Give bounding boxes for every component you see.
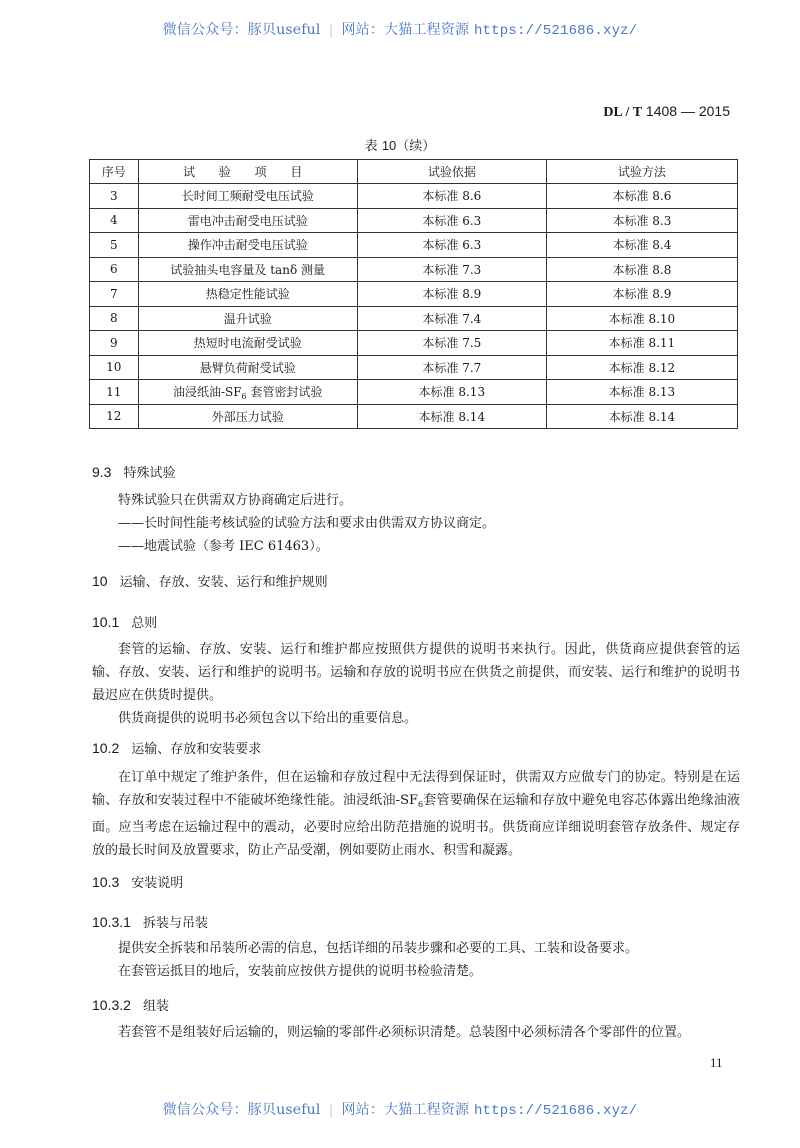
heading-10: [92, 571, 328, 590]
cell-basis: 本标准 7.7: [357, 355, 546, 380]
cell-item: 悬臂负荷耐受试验: [138, 355, 357, 380]
heading-10-3-2: [92, 995, 169, 1014]
heading-10-3: [92, 872, 183, 891]
col-header-no: 序号: [90, 160, 139, 184]
cell-method: 本标准 8.4: [546, 233, 737, 258]
cell-item: 试验抽头电容量及 tanδ 测量: [138, 257, 357, 282]
cell-no: 11: [90, 380, 139, 405]
heading-number: 10.3.1: [92, 914, 131, 930]
watermark-url: https://521686.xyz/: [473, 1103, 638, 1119]
cell-item: 操作冲击耐受电压试验: [138, 233, 357, 258]
watermark-wechat: 微信公众号：豚贝useful: [162, 22, 321, 38]
heading-number: 10.1: [92, 614, 120, 630]
watermark-site-label: 网站：大猫工程资源: [341, 1102, 470, 1118]
cell-basis: 本标准 6.3: [357, 208, 546, 233]
cell-basis: 本标准 8.14: [357, 404, 546, 429]
dash-item: ——地震试验（参考 IEC 61463）。: [118, 539, 329, 554]
heading-9-3: [92, 462, 175, 481]
table-row: [90, 233, 738, 258]
paragraph-text: 套管要确保在运输和存放中避免电容芯体露出绝缘油液面。应当考虑在运输过程中的震动，必要时应给出防范措施的说明书。供货商应详细说明套管存放条件、规定存放的最长时间及放置要求，防止产品受潮，例如要防止雨水、积雪和凝露。: [92, 793, 740, 858]
heading-number: 10.2: [92, 740, 120, 756]
table-row: [90, 282, 738, 307]
page-number: 11: [710, 1055, 723, 1070]
cell-item: 热稳定性能试验: [138, 282, 357, 307]
cell-basis: 本标准 8.9: [357, 282, 546, 307]
table-row: [90, 380, 738, 405]
cell-basis: 本标准 8.13: [357, 380, 546, 405]
cell-item: 雷电冲击耐受电压试验: [138, 208, 357, 233]
heading-title: 特殊试验: [123, 466, 176, 481]
paragraph: 若套管不是组装好后运输的，则运输的零部件必须标识清楚。总装图中必须标清各个零部件的位置。: [118, 1025, 691, 1040]
heading-10-3-1: [92, 912, 208, 931]
cell-method: 本标准 8.13: [546, 380, 737, 405]
table-row: [90, 306, 738, 331]
table-row: [90, 331, 738, 356]
heading-title: 安装说明: [131, 876, 184, 891]
cell-basis: 本标准 8.6: [357, 184, 546, 209]
cell-item: 热短时电流耐受试验: [138, 331, 357, 356]
cell-method: 本标准 8.3: [546, 208, 737, 233]
table-header-row: [90, 160, 738, 184]
cell-item: 外部压力试验: [138, 404, 357, 429]
table-row: [90, 184, 738, 209]
watermark-separator: |: [328, 22, 334, 38]
cell-method: 本标准 8.10: [546, 306, 737, 331]
heading-10-2: [92, 738, 261, 757]
table-row: [90, 208, 738, 233]
paragraph: 提供安全拆装和吊装所必需的信息，包括详细的吊装步骤和必要的工具、工装和设备要求。: [118, 941, 639, 956]
subscript: 6: [241, 391, 247, 401]
watermark-bottom: [0, 1099, 800, 1119]
standard-number: 1408 — 2015: [645, 103, 730, 119]
section-9-3-body: [92, 489, 740, 558]
cell-no: 5: [90, 233, 139, 258]
paragraph: [92, 766, 740, 862]
cell-basis: 本标准 7.4: [357, 306, 546, 331]
table-row: [90, 257, 738, 282]
heading-title: 运输、存放、安装、运行和维护规则: [119, 575, 328, 590]
watermark-wechat: 微信公众号：豚贝useful: [162, 1102, 321, 1118]
watermark-top: [0, 19, 800, 39]
watermark-site-label: 网站：大猫工程资源: [341, 22, 470, 38]
cell-item-text: 套管密封试验: [246, 384, 323, 399]
dash-item: ——长时间性能考核试验的试验方法和要求由供需双方协议商定。: [118, 516, 496, 531]
col-header-item: 试 验 项 目: [138, 160, 357, 184]
cell-no: 8: [90, 306, 139, 331]
watermark-url: https://521686.xyz/: [473, 23, 638, 39]
heading-title: 运输、存放和安装要求: [131, 742, 262, 757]
standard-prefix: DL / T: [603, 105, 643, 120]
cell-method: 本标准 8.9: [546, 282, 737, 307]
col-header-method: 试验方法: [546, 160, 737, 184]
cell-no: 7: [90, 282, 139, 307]
table-title-number: 10: [381, 138, 397, 153]
cell-item-text: 油浸纸油-SF: [172, 384, 242, 399]
section-10-3-1-body: [92, 937, 740, 983]
section-10-2-body: [92, 766, 740, 862]
cell-method: 本标准 8.8: [546, 257, 737, 282]
heading-number: 10.3: [92, 874, 120, 890]
table-title: [0, 135, 800, 154]
cell-basis: 本标准 7.3: [357, 257, 546, 282]
table-title-prefix: 表: [364, 139, 378, 154]
heading-10-1: [92, 612, 157, 631]
table-row: [90, 355, 738, 380]
table-row: [90, 404, 738, 429]
watermark-separator: |: [328, 1102, 334, 1118]
cell-method: 本标准 8.11: [546, 331, 737, 356]
paragraph: 套管的运输、存放、安装、运行和维护都应按照供方提供的说明书来执行。因此，供货商应提供套管的运输、存放、安装、运行和维护的说明书。运输和存放的说明书应在供货之前提供，而安装、运行和维护的说明书最迟应在供货时提供。: [92, 642, 740, 703]
heading-number: 10.3.2: [92, 997, 131, 1013]
cell-no: 3: [90, 184, 139, 209]
table-title-suffix: （续）: [396, 139, 436, 154]
cell-basis: 本标准 7.5: [357, 331, 546, 356]
cell-no: 10: [90, 355, 139, 380]
cell-method: 本标准 8.14: [546, 404, 737, 429]
heading-title: 总则: [131, 616, 158, 631]
heading-number: 9.3: [92, 464, 112, 480]
paragraph: 供货商提供的说明书必须包含以下给出的重要信息。: [118, 711, 418, 726]
heading-title: 组装: [142, 999, 169, 1014]
test-items-table: [89, 159, 738, 429]
standard-code: [603, 103, 730, 121]
paragraph: 在套管运抵目的地后，安装前应按供方提供的说明书检验清楚。: [118, 964, 483, 979]
cell-basis: 本标准 6.3: [357, 233, 546, 258]
cell-no: 9: [90, 331, 139, 356]
cell-no: 4: [90, 208, 139, 233]
paragraph-text: 在订单中规定了维护条件，但在运输和存放过程中无法得到保证时，供需双方应做专门的协定。特别是在运输、存放和安装过程中不能破坏绝缘性能。油浸纸油-SF: [92, 770, 740, 808]
cell-method: 本标准 8.6: [546, 184, 737, 209]
cell-no: 12: [90, 404, 139, 429]
heading-number: 10: [92, 573, 108, 589]
cell-method: 本标准 8.12: [546, 355, 737, 380]
cell-item: [138, 380, 357, 405]
section-10-1-body: [92, 638, 740, 730]
subscript: 6: [418, 800, 424, 809]
cell-no: 6: [90, 257, 139, 282]
section-10-3-2-body: [92, 1021, 740, 1044]
cell-item: 温升试验: [138, 306, 357, 331]
paragraph: 特殊试验只在供需双方协商确定后进行。: [118, 493, 353, 508]
cell-item: 长时间工频耐受电压试验: [138, 184, 357, 209]
col-header-basis: 试验依据: [357, 160, 546, 184]
heading-title: 拆装与吊装: [142, 916, 208, 931]
